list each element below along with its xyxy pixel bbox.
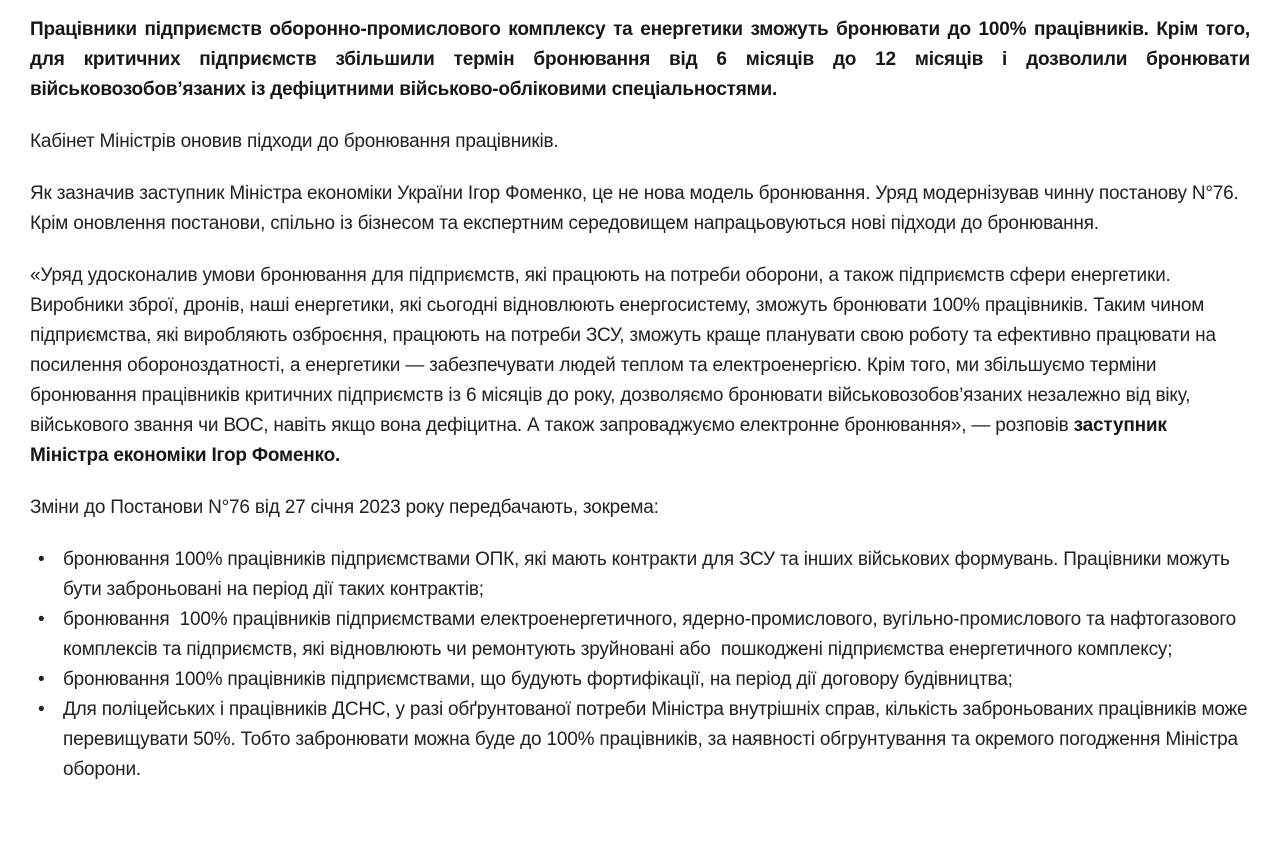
- paragraph-cabinet-update: Кабінет Міністрів оновив підходи до бронювання працівників.: [30, 131, 559, 152]
- bullet-item-energy: • бронювання 100% працівників підприємствами електроенергетичного, ядерно-промислового, вугільно-промислового та нафтогазового комплексів та підприємств, які відновлюють чи ремонтують зруйновані або пошкоджені підприємства енергетичного комплексу;: [38, 605, 1250, 665]
- quote-paragraph: [30, 261, 1250, 471]
- bullet-list: [30, 545, 1253, 785]
- bullet-item-fortifications: • бронювання 100% працівників підприємствами, що будують фортифікації, на період дії договору будівництва;: [38, 665, 1250, 695]
- lead-paragraph: Працівники підприємств оборонно-промислового комплексу та енергетики зможуть бронювати до 100% працівників. Крім того, для критичних підприємств збільшили термін бронювання від 6 місяців до 12 місяців і дозволили бронювати військовозобов’язаних із дефіцитними військово-обліковими спеціальностями.: [30, 19, 1250, 100]
- changes-intro: Зміни до Постанови N°76 від 27 січня 2023 року передбачають, зокрема:: [30, 497, 659, 518]
- quote-text: «Уряд удосконалив умови бронювання для підприємств, які працюють на потреби оборони, а також підприємств сфери енергетики. Виробники зброї, дронів, наші енергетики, які сьогодні відновлюють енергосистему, зможуть бронювати 100% працівників. Таким чином підприємства, які виробляють озброєння, працюють на потреби ЗСУ, зможуть краще планувати свою роботу та ефективно працювати на посилення обороноздатності, а енергетики — забезпечувати людей теплом та електроенергією. Крім того, ми збільшуємо терміни бронювання працівників критичних підприємств із 6 місяців до року, дозволяємо бронювати військовозобов’язаних незалежно від віку, військового звання чи ВОС, навіть якщо вона дефіцитна. А також запроваджуємо електронне бронювання», — розповів: [30, 265, 1216, 436]
- paragraph-fomenko-intro: Як зазначив заступник Міністра економіки України Ігор Фоменко, це не нова модель бронювання. Уряд модернізував чинну постанову N°76. Крім оновлення постанови, спільно із бізнесом та експертним середовищем напрацьовуються нові підходи до бронювання.: [30, 183, 1239, 234]
- bullet-item-opk: • бронювання 100% працівників підприємствами ОПК, які мають контракти для ЗСУ та інших військових формувань. Працівники можуть бути заброньовані на період дії таких контрактів;: [38, 545, 1250, 605]
- bullet-item-police-dsns: • Для поліцейських і працівників ДСНС, у разі обґрунтованої потреби Міністра внутрішніх справ, кількість заброньованих працівників може перевищувати 50%. Тобто забронювати можна буде до 100% працівників, за наявності обгрунтування та окремого погодження Міністра оборони.: [38, 695, 1250, 785]
- quote-attribution: заступник Міністра економіки Ігор Фоменко.: [30, 415, 1167, 466]
